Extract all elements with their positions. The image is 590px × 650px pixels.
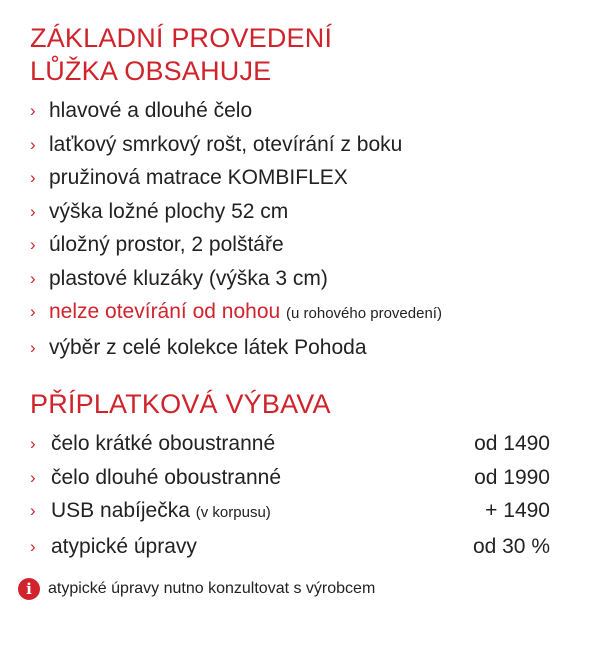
- chevron-right-icon: ›: [30, 268, 36, 288]
- list-item: [30, 161, 550, 195]
- price-row-label: USB nabíječka: [51, 499, 190, 522]
- list-item: [30, 331, 550, 365]
- chevron-right-icon: ›: [30, 168, 36, 187]
- price-value: od 30 %: [472, 534, 550, 558]
- chevron-right-icon: ›: [30, 101, 36, 120]
- price-row-label: atypické úpravy: [51, 534, 197, 558]
- basic-title-line1: ZÁKLADNÍ PROVEDENÍ: [30, 23, 333, 53]
- chevron-right-icon: ›: [30, 337, 36, 357]
- price-row: [30, 494, 550, 530]
- price-row: [30, 461, 550, 495]
- list-item-text: nelze otevírání od nohou: [49, 300, 281, 323]
- list-item: [30, 94, 550, 128]
- price-value: od 1490: [474, 432, 550, 455]
- list-item: [30, 195, 550, 229]
- price-row: [30, 530, 550, 564]
- chevron-right-icon: ›: [30, 434, 36, 453]
- extra-section: [30, 388, 550, 563]
- basic-title-line2: LŮŽKA OBSAHUJE: [30, 56, 272, 86]
- list-item: [30, 295, 550, 331]
- list-item-text: pružinová matrace KOMBIFLEX: [49, 166, 348, 189]
- list-item-text: výběr z celé kolekce látek Pohoda: [49, 335, 367, 359]
- chevron-right-icon: ›: [30, 467, 36, 487]
- price-row: [30, 427, 550, 461]
- list-item: [30, 128, 550, 162]
- price-row-label-wrap: [51, 494, 271, 530]
- price-value: + 1490: [485, 499, 550, 522]
- chevron-right-icon: ›: [30, 501, 36, 520]
- basic-title: [30, 22, 550, 88]
- chevron-right-icon: ›: [30, 302, 36, 321]
- price-row-label: čelo krátké oboustranné: [51, 432, 276, 455]
- basic-list: [30, 94, 550, 364]
- chevron-right-icon: ›: [30, 536, 36, 556]
- list-item-note: (u rohového provedení): [286, 305, 442, 322]
- list-item: [30, 228, 550, 262]
- chevron-right-icon: ›: [30, 201, 36, 221]
- list-item-text: plastové kluzáky (výška 3 cm): [49, 266, 328, 290]
- extra-list: [30, 427, 550, 563]
- content: [30, 22, 550, 563]
- list-item-text: úložný prostor, 2 polštáře: [49, 233, 284, 256]
- chevron-right-icon: ›: [30, 235, 36, 254]
- info-note: [18, 578, 375, 600]
- info-icon: i: [18, 578, 40, 600]
- list-item-text: výška ložné plochy 52 cm: [49, 199, 289, 223]
- price-row-note: (v korpusu): [195, 504, 271, 521]
- list-item-text: hlavové a dlouhé čelo: [49, 99, 253, 122]
- price-value: od 1990: [474, 465, 550, 489]
- chevron-right-icon: ›: [30, 134, 36, 154]
- info-text: atypické úpravy nutno konzultovat s výrobcem: [48, 580, 376, 597]
- list-item: [30, 262, 550, 296]
- price-row-label: čelo dlouhé oboustranné: [51, 465, 282, 489]
- list-item-text: laťkový smrkový rošt, otevírání z boku: [49, 132, 403, 156]
- extra-title: PŘÍPLATKOVÁ VÝBAVA: [30, 389, 331, 419]
